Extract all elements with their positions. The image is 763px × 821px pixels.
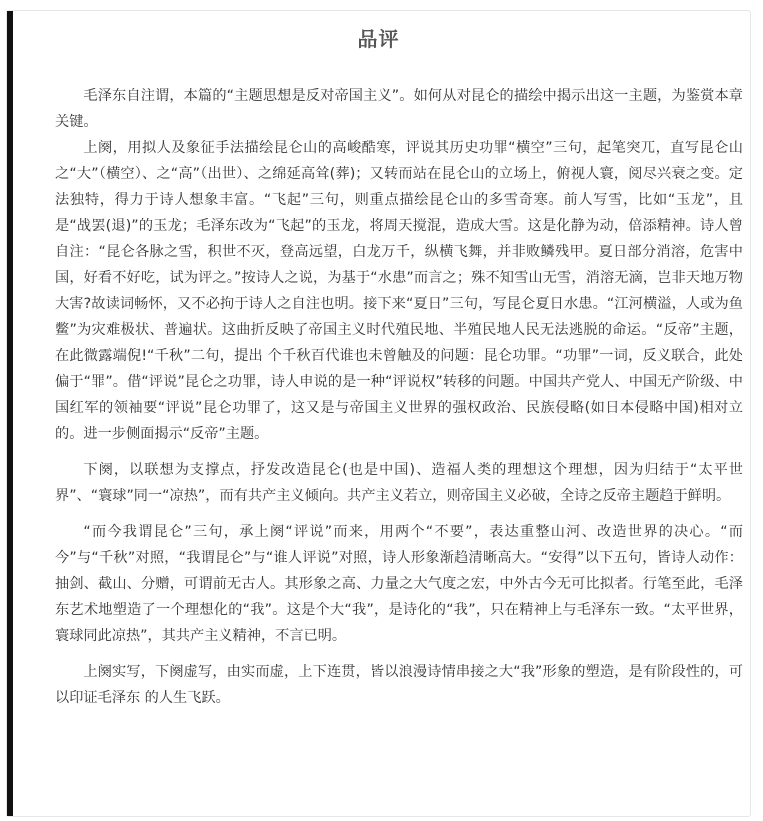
paragraph-theme: 毛泽东自注谓，本篇的“主题思想是反对帝国主义”。如何从对昆仑的描绘中揭示出这一主题，为鉴赏本章关键。 xyxy=(55,88,743,130)
article-body xyxy=(55,83,743,711)
paragraph-upper-stanza: 上阕，用拟人及象征手法描绘昆仑山的高峻酷寒，评说其历史功罪“横空”三句，起笔突兀，直写昆仑山之“大”（横空）、之“高”（出世）、之绵延高耸(葬)；又转而站在昆仑山的立场上，俯视人寰，阅尽兴衰之变。定法独特，得力于诗人想象丰富。“飞起”三句，则重点描绘昆仑山的多雪奇寒。前人写雪，比如“玉龙”，且是“战罢(退)”的玉龙；毛泽东改为“飞起”的玉龙，将周天搅混，造成大雪。这是化静为动，倍添精神。诗人曾自注：“昆仑各脉之雪，积世不灭，登高远望，白龙万千，纵横飞舞，并非败鳞残甲。夏日部分消溶，危害中国，好看不好吃，试为评之。”按诗人之说，为基于“水患”而言之；殊不知雪山无雪，消溶无滴，岂非天地万物大害?故读词畅怀，又不必拘于诗人之自注也明。接下来“夏日”三句，写昆仑夏日水患。“江河横溢，人或为鱼鳖”为灾难极状、普遍状。这曲折反映了帝国主义时代殖民地、半殖民地人民无法逃脱的命运。“反帝”主题，在此微露端倪!“千秋”二句，提出 个千秋百代谁也未曾触及的问题：昆仑功罪。“功罪”一词，反义联合，此处偏于“罪”。借“评说”昆仑之功罪，诗人申说的是一种“评说权”转移的问题。中国共产党人、中国无产阶级、中国红军的领袖要“评说”昆仑功罪了，这又是与帝国主义世界的强权政治、民族侵略(如日本侵略中国)相对立的。进一步侧面揭示“反帝”主题。 xyxy=(55,140,743,442)
paragraph-ideal-self: “而今我谓昆仑”三句，承上阕“评说”而来，用两个“不要”，表达重整山河、改造世界的决心。“而今”与“千秋”对照，“我谓昆仑”与“谁人评说”对照，诗人形象渐趋清晰高大。“安得”以下五句，皆诗人动作：抽剑、截山、分赠，可谓前无古人。其形象之高、力量之大气度之宏，中外古今无可比拟者。行笔至此，毛泽东艺术地塑造了一个理想化的“我”。这是个大“我”，是诗化的“我”，只在精神上与毛泽东一致。“太平世界，寰球同此凉热”，其共产主义精神，不言已明。 xyxy=(55,524,743,644)
left-accent-bar xyxy=(7,11,13,816)
paragraph-gap xyxy=(55,649,743,659)
article-title: 品评 xyxy=(357,27,400,51)
paragraph-conclusion: 上阕实写，下阕虚写，由实而虚，上下连贯，皆以浪漫诗情串接之大“我”形象的塑造，是有阶段性的，可以印证毛泽东 的人生飞跃。 xyxy=(55,664,743,706)
paragraph-lower-stanza: 下阕，以联想为支撑点，抒发改造昆仑(也是中国)、造福人类的理想这个理想，因为归结于“太平世界”、“寰球”同一“凉热”，而有共产主义倾向。共产主义若立，则帝国主义必破，全诗之反帝主题趋于鲜明。 xyxy=(55,462,743,504)
article-card xyxy=(6,10,751,817)
paragraph-gap xyxy=(55,509,743,519)
paragraph-gap xyxy=(55,447,743,457)
